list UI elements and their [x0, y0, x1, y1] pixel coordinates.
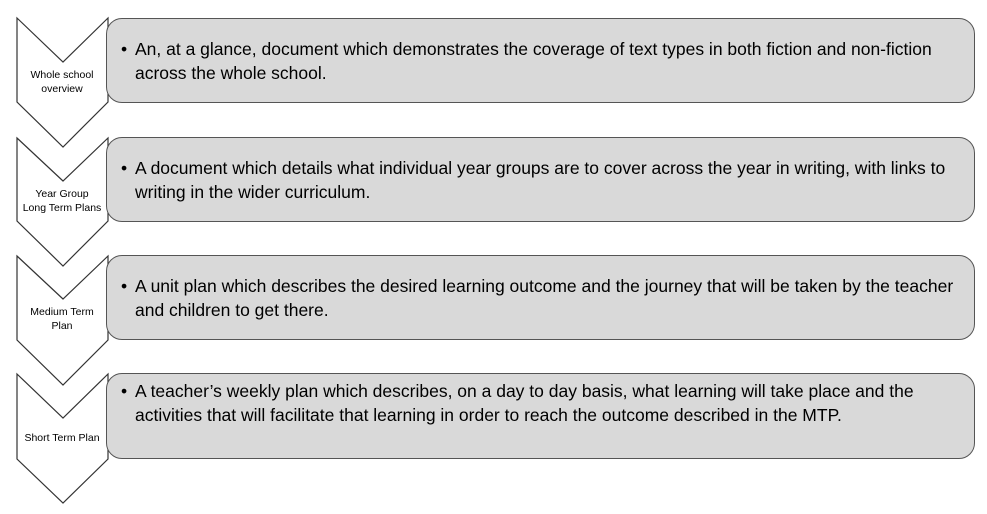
bullet-icon: •: [121, 158, 128, 178]
step-description-box-whole-school: [106, 18, 975, 103]
step-description-box-medium-term: [106, 255, 975, 340]
step-label-medium-term-plan: Medium Term Plan: [30, 306, 94, 332]
step-description-text: A unit plan which describes the desired learning outcome and the journey that will be taken by the teacher and children to get there.: [135, 276, 954, 320]
step-description-text: An, at a glance, document which demonstrates the coverage of text types in both fiction and non-fiction across the whole school.: [135, 39, 932, 83]
bullet-icon: •: [121, 276, 128, 296]
step-label-year-group-long-term-plans: Year Group Long Term Plans: [22, 188, 102, 214]
step-description-text: A teacher’s weekly plan which describes, on a day to day basis, what learning will take place and the activities that will facilitate that learning in order to reach the outcome described in the MTP.: [135, 381, 914, 425]
bullet-icon: •: [121, 381, 128, 401]
step-label-whole-school-overview: Whole school overview: [30, 69, 94, 95]
step-label-short-term-plan: Short Term Plan: [24, 432, 100, 444]
step-description-box-short-term: [106, 373, 975, 459]
step-description-box-long-term: [106, 137, 975, 222]
bullet-icon: •: [121, 39, 128, 59]
step-description-text: A document which details what individual year groups are to cover across the year in writing, with links to writing in the wider curriculum.: [135, 158, 946, 202]
